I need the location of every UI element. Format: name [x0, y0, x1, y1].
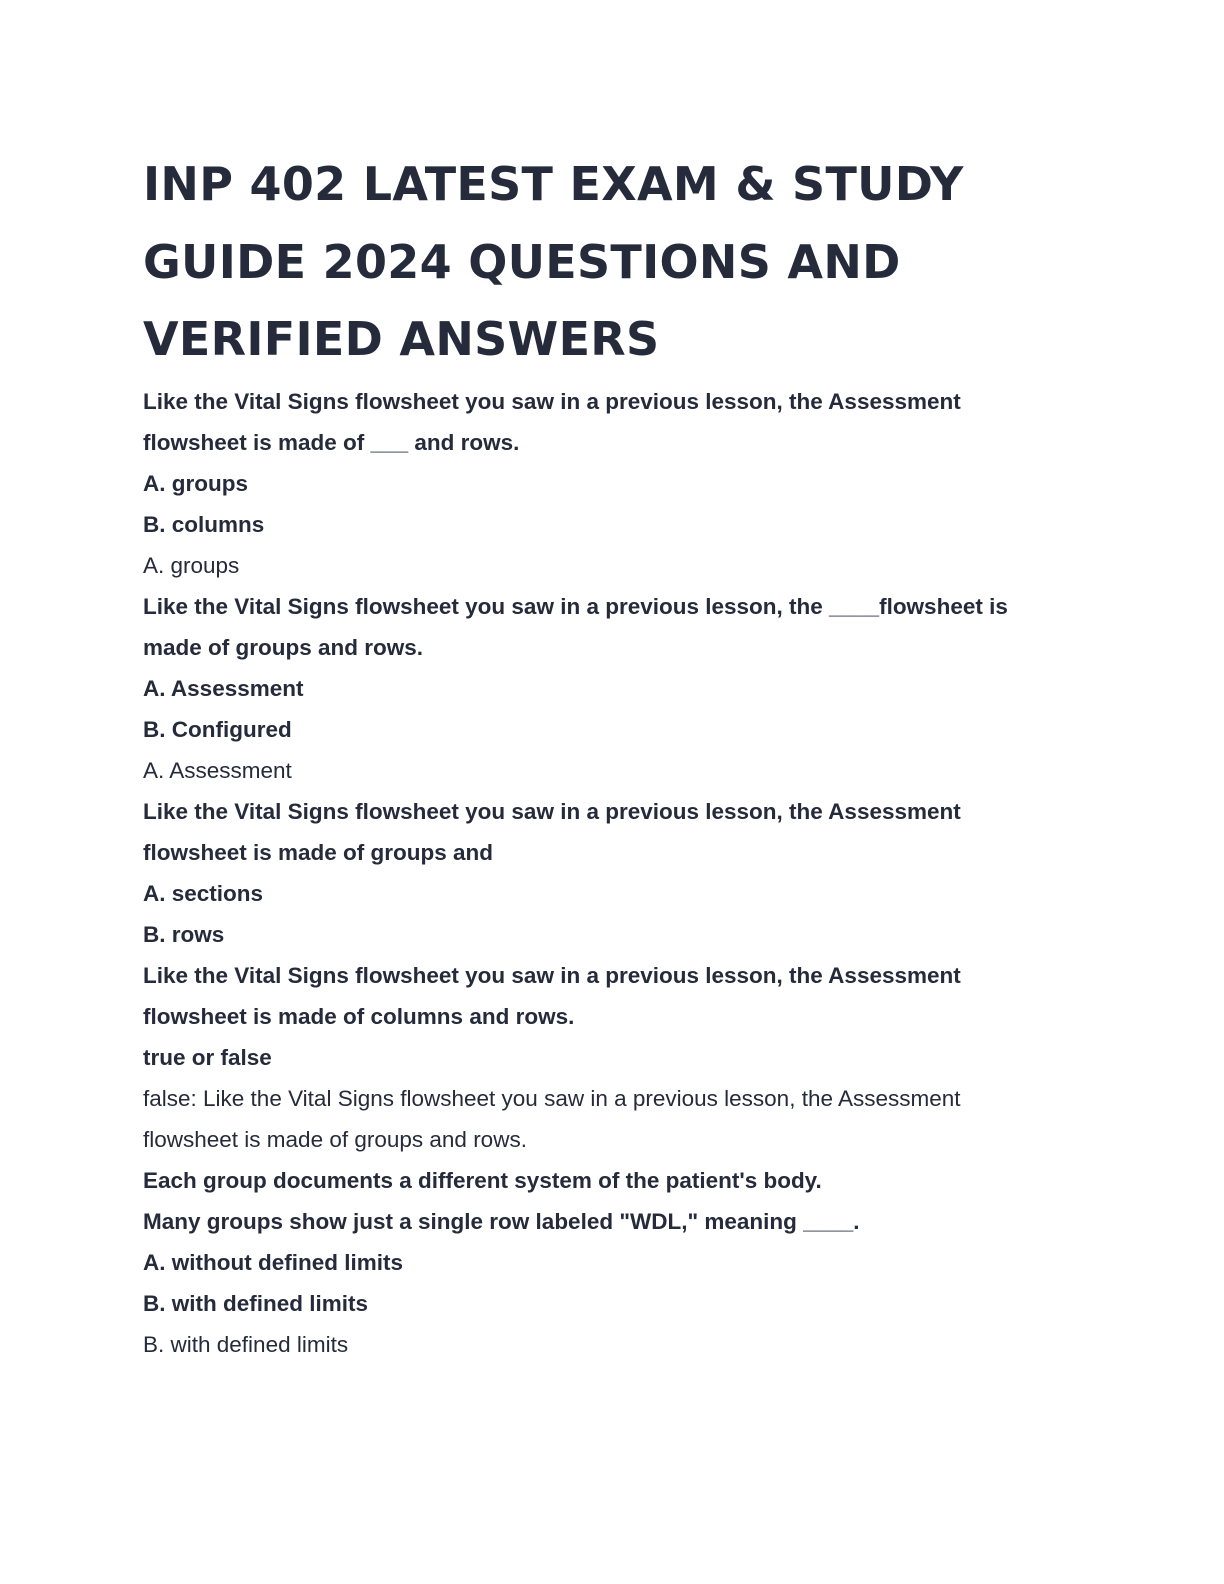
document-title [143, 146, 1103, 379]
option-line: B. columns [143, 511, 265, 537]
question-line: Like the Vital Signs flowsheet you saw in a previous lesson, the Assessment [143, 798, 961, 824]
document-page [143, 146, 1103, 1365]
question-list [143, 381, 1103, 1365]
question-line: Like the Vital Signs flowsheet you saw in a previous lesson, the Assessment [143, 962, 961, 988]
question-line: Each group documents a different system of the patient's body. [143, 1167, 822, 1193]
option-line: A. groups [143, 470, 248, 496]
question-line: made of groups and rows. [143, 634, 424, 660]
question-line: flowsheet is made of columns and rows. [143, 1003, 575, 1029]
option-line: A. Assessment [143, 675, 304, 701]
question-line: Many groups show just a single row labeled "WDL," meaning ____. [143, 1208, 860, 1234]
question-line: flowsheet is made of groups and [143, 839, 494, 865]
answer-line: flowsheet is made of groups and rows. [143, 1126, 527, 1152]
question-line: Like the Vital Signs flowsheet you saw in a previous lesson, the ____flowsheet is [143, 593, 1008, 619]
title-line: VERIFIED ANSWERS [143, 312, 660, 366]
option-line: true or false [143, 1044, 272, 1070]
option-line: B. Configured [143, 716, 292, 742]
answer-line: false: Like the Vital Signs flowsheet you saw in a previous lesson, the Assessment [143, 1085, 961, 1111]
option-line: A. sections [143, 880, 264, 906]
answer-line: A. Assessment [143, 757, 292, 783]
title-line: GUIDE 2024 QUESTIONS AND [143, 234, 901, 289]
title-line: INP 402 LATEST EXAM & STUDY [143, 157, 964, 211]
question-line: Like the Vital Signs flowsheet you saw in a previous lesson, the Assessment [143, 388, 961, 414]
question-line: flowsheet is made of ___ and rows. [143, 429, 520, 455]
option-line: B. with defined limits [143, 1290, 369, 1316]
answer-line: A. groups [143, 552, 240, 578]
answer-line: B. with defined limits [143, 1331, 349, 1357]
option-line: A. without defined limits [143, 1249, 403, 1275]
option-line: B. rows [143, 921, 225, 947]
